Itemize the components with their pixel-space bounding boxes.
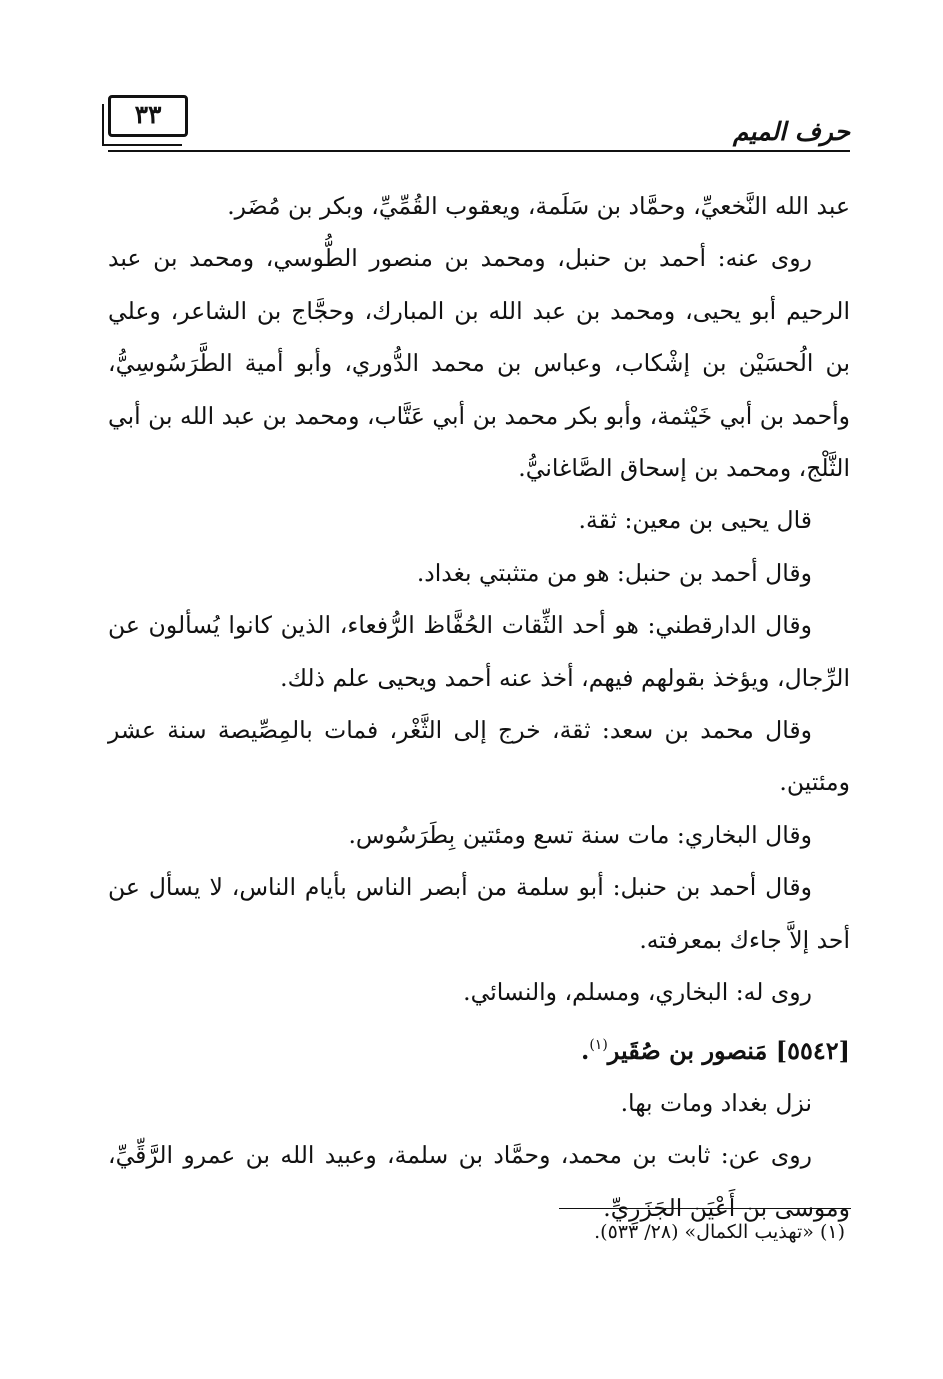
paragraph: روى له: البخاري، ومسلم، والنسائي.	[463, 978, 812, 1007]
footnote-reference: (١)	[589, 1036, 608, 1053]
entry-end-punctuation: .	[580, 1035, 590, 1065]
entry-name: مَنصور بن صُقَير	[607, 1035, 768, 1065]
main-text	[108, 180, 850, 1234]
footnote-divider	[559, 1208, 851, 1209]
paragraph: وقال الدارقطني: هو أحد الثِّقات الحُفَّاظ الرُّفعاء، الذين كانوا يُسألون عن الرِّجال، ويؤخذ بقولهم فيهم، أخذ عنه أحمد ويحيى علم ذلك.	[108, 611, 850, 692]
paragraph: وقال أحمد بن حنبل: أبو سلمة من أبصر الناس بأيام الناس، لا يسأل عن أحد إلاَّ جاءك بمعرفته.	[108, 873, 850, 954]
running-title: حرف الميم	[732, 117, 850, 146]
paragraph: نزل بغداد ومات بها.	[620, 1088, 812, 1117]
header-divider	[108, 150, 850, 152]
page-number: ٣٣	[134, 100, 162, 129]
paragraph: وقال البخاري: مات سنة تسع ومئتين بِطَرَسُوس.	[348, 820, 812, 849]
entry-heading	[108, 1019, 850, 1077]
page-number-frame	[108, 95, 188, 137]
paragraph: وقال محمد بن سعد: ثقة، خرج إلى الثَّغْر، فمات بالمِصِّيصة سنة عشر ومئتين.	[108, 716, 850, 797]
paragraph: وقال أحمد بن حنبل: هو من متثبتي بغداد.	[416, 558, 812, 587]
paragraph: عبد الله النَّخعيِّ، وحمَّاد بن سَلَمة، ويعقوب القُمِّيِّ، وبكر بن مُضَر.	[227, 192, 850, 220]
page-header	[108, 95, 850, 157]
paragraph: قال يحيى بن معين: ثقة.	[578, 506, 812, 535]
paragraph: روى عنه: أحمد بن حنبل، ومحمد بن منصور الطُّوسي، ومحمد بن عبد الرحيم أبو يحيى، ومحمد بن عبد الله بن المبارك، وحجَّاج بن الشاعر، وعلي بن الُحسَيْن بن إشْكاب، وعباس بن محمد الدُّوري، وأبو أمية الطَّرَسُوسِيُّ، وأحمد بن أبي خَيْثمة، وأبو بكر محمد بن أبي عَتَّاب، ومحمد بن عبد الله بن أبي الثَّلْج، ومحمد بن إسحاق الصَّاغانيُّ.	[108, 244, 850, 483]
paragraph: روى عن: ثابت بن محمد، وحمَّاد بن سلمة، وعبيد الله بن عمرو الرَّقِّيِّ، وموسى بن أَعْيَن الجَزَرِيِّ.	[108, 1141, 850, 1222]
footnote: (١) «تهذيب الكمال» (٢٨/ ٥٣٣).	[594, 1221, 845, 1243]
entry-number: [٥٥٤٢]	[775, 1035, 850, 1065]
